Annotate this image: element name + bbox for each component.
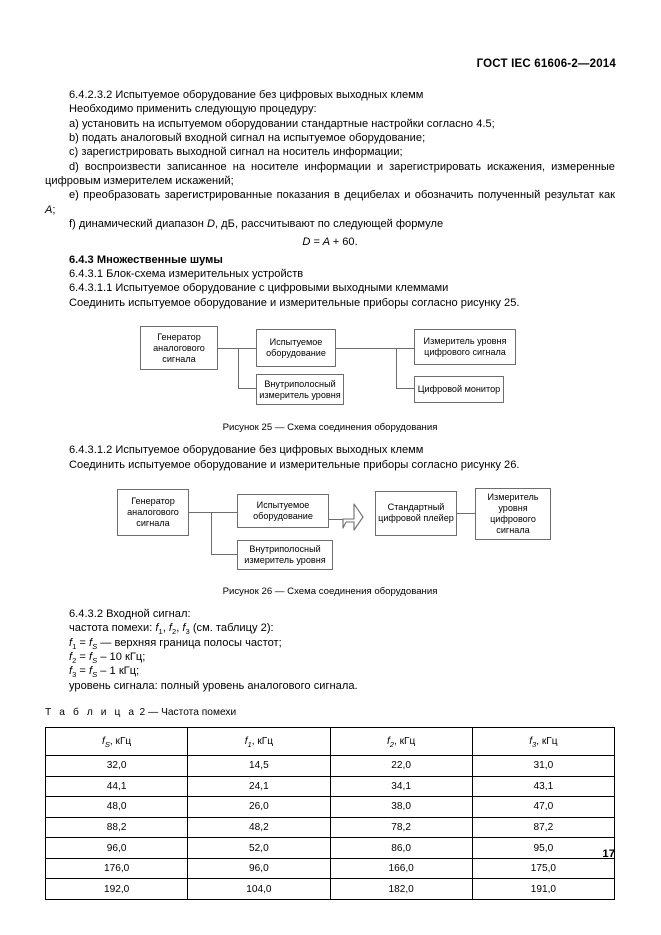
table-row <box>46 755 615 776</box>
table-row <box>46 797 615 818</box>
table-cell: 14,5 <box>188 755 330 776</box>
fig26-line-to-dut <box>211 512 237 513</box>
table-cell: 87,2 <box>472 817 614 838</box>
figure-26-caption: Рисунок 26 — Схема соединения оборудования <box>222 585 438 597</box>
clause-6-4-3-1: 6.4.3.1 Блок-схема измерительных устройств <box>69 268 304 281</box>
media-transfer-arrow-icon <box>341 500 367 534</box>
symbol-d: D <box>206 218 215 231</box>
fig25-line-to-dut <box>238 348 256 349</box>
table-cell: 176,0 <box>46 858 188 879</box>
table-cell: 175,0 <box>472 858 614 879</box>
fig25-box-digital-level-meter: Измеритель уровня цифрового сигнала <box>414 329 516 365</box>
table-cell: 86,0 <box>330 838 472 859</box>
clause-6-4-3-title: 6.4.3 Множественные шумы <box>69 253 223 266</box>
table-cell: 166,0 <box>330 858 472 879</box>
procedure-step-d-text: d) воспроизвести записанное на носителе информации и зарегистрировать искажения, измеренные цифровым измерителем искажений; <box>45 160 615 188</box>
table-cell: 48,2 <box>188 817 330 838</box>
fig26-line-gen-out <box>189 512 211 513</box>
table-cell: 31,0 <box>472 755 614 776</box>
clause-6-4-3-2: 6.4.3.2 Входной сигнал: <box>69 607 191 620</box>
fig25-box-generator: Генератор аналогового сигнала <box>140 326 218 370</box>
fig25-box-inband-meter: Внутриполосный измеритель уровня <box>256 374 344 405</box>
figure-25 <box>45 324 615 410</box>
table-cell: 47,0 <box>472 797 614 818</box>
table-cell: 44,1 <box>46 776 188 797</box>
fig25-line-to-monitor <box>396 388 414 389</box>
formula-dynamic-range: D = A + 60. <box>302 236 358 249</box>
clause-6-4-2-3-2: 6.4.2.3.2 Испытуемое оборудование без цифровых выходных клемм <box>69 89 424 101</box>
procedure-step-c: c) зарегистрировать выходной сигнал на носитель информации; <box>69 146 403 159</box>
table-cell: 182,0 <box>330 879 472 900</box>
table-row <box>46 776 615 797</box>
table-cell: 32,0 <box>46 755 188 776</box>
table-cell: 96,0 <box>188 858 330 879</box>
document-header: ГОСТ IEC 61606-2—2014 <box>476 58 616 70</box>
clause-6-4-3-1-1: 6.4.3.1.1 Испытуемое оборудование с цифровыми выходными клеммами <box>69 282 449 295</box>
fig26-box-dut: Испытуемое оборудование <box>237 494 329 528</box>
input-signal-f3: $f_3 = f_S - 1$ кГц; <box>69 665 140 680</box>
fig26-line-gen-branch <box>211 512 212 554</box>
table-cell: 104,0 <box>188 879 330 900</box>
fig26-box-generator: Генератор аналогового сигнала <box>117 489 189 536</box>
table-cell: 95,0 <box>472 838 614 859</box>
table-header-f2: $f_2$, кГц <box>330 727 472 755</box>
table-cell: 88,2 <box>46 817 188 838</box>
table-cell: 48,0 <box>46 797 188 818</box>
input-signal-f2: $f_2 = f_S - 10$ кГц; <box>69 650 146 666</box>
page-number: 17 <box>602 848 615 860</box>
table-cell: 191,0 <box>472 879 614 900</box>
document-body <box>45 88 615 900</box>
connect-instruction-26: Соединить испытуемое оборудование и измерительные приборы согласно рисунку 26. <box>69 458 520 471</box>
table-cell: 52,0 <box>188 838 330 859</box>
fig25-line-right-branch <box>396 348 397 388</box>
fig25-box-digital-monitor: Цифровой монитор <box>414 376 504 403</box>
procedure-step-d <box>45 160 615 189</box>
procedure-step-e: e) преобразовать зарегистрированные показания в децибелах и обозначить полученный результат как A; <box>45 189 615 216</box>
fig25-box-dut: Испытуемое оборудование <box>256 329 336 367</box>
table-row <box>46 858 615 879</box>
table-header-fs: $f_S$, кГц <box>46 727 188 755</box>
fig25-line-gen-out <box>218 348 238 349</box>
input-signal-level: уровень сигнала: полный уровень аналогового сигнала. <box>69 679 358 692</box>
input-signal-freq: частота помехи: $f_1$, $f_2$, $f_3$ (см. таблицу 2): <box>69 622 274 637</box>
procedure-intro: Необходимо применить следующую процедуру: <box>69 103 317 116</box>
table-cell: 26,0 <box>188 797 330 818</box>
fig26-box-inband-meter: Внутриполосный измеритель уровня <box>237 540 333 570</box>
table-2-caption-title: Частота помехи <box>161 706 237 718</box>
procedure-step-b: b) подать аналоговый входной сигнал на испытуемое оборудование; <box>69 132 426 145</box>
formula-text: D <box>302 236 311 249</box>
table-cell: 96,0 <box>46 838 188 859</box>
figure-26 <box>45 486 615 574</box>
fig26-box-digital-level-meter: Измеритель уровня цифрового сигнала <box>475 488 551 540</box>
table-row <box>46 879 615 900</box>
fig26-line-player-to-meter <box>457 513 475 514</box>
procedure-step-f: f) динамический диапазон D, дБ, рассчитывают по следующей формуле <box>69 218 444 231</box>
clause-6-4-3-1-2: 6.4.3.1.2 Испытуемое оборудование без цифровых выходных клемм <box>69 444 424 457</box>
table-cell: 22,0 <box>330 755 472 776</box>
table-body <box>46 755 615 899</box>
table-cell: 192,0 <box>46 879 188 900</box>
fig25-line-gen-branch <box>238 348 239 388</box>
fig26-box-standard-player: Стандартный цифровой плейер <box>375 491 457 536</box>
procedure-step-a: a) установить на испытуемом оборудовании стандартные настройки согласно 4.5; <box>69 117 495 130</box>
table-cell: 43,1 <box>472 776 614 797</box>
table-cell: 38,0 <box>330 797 472 818</box>
figure-25-caption: Рисунок 25 — Схема соединения оборудования <box>222 422 438 434</box>
table-cell: 78,2 <box>330 817 472 838</box>
table-2-caption: Т а б л и ц а 2 — Частота помехи <box>45 706 237 718</box>
table-2-caption-number: 2 <box>139 706 146 718</box>
fig26-line-to-inband <box>211 554 237 555</box>
input-signal-f1: $f_1 = f_S$ — верхняя граница полосы частот; <box>69 636 282 651</box>
connect-instruction-25: Соединить испытуемое оборудование и измерительные приборы согласно рисунку 25. <box>69 296 520 309</box>
table-2-frequency <box>45 727 615 900</box>
table-cell: 34,1 <box>330 776 472 797</box>
table-header-f3: $f_3$, кГц <box>472 727 614 755</box>
table-cell: 24,1 <box>188 776 330 797</box>
symbol-a: A <box>45 203 53 216</box>
table-row <box>46 817 615 838</box>
table-2-caption-label: Т а б л и ц а <box>45 706 137 718</box>
fig25-line-to-inband <box>238 388 256 389</box>
fig25-line-dut-out <box>336 348 396 349</box>
table-header-f1: $f_1$, кГц <box>188 727 330 755</box>
table-header-row <box>46 727 615 755</box>
fig25-line-to-level-meter <box>396 348 414 349</box>
